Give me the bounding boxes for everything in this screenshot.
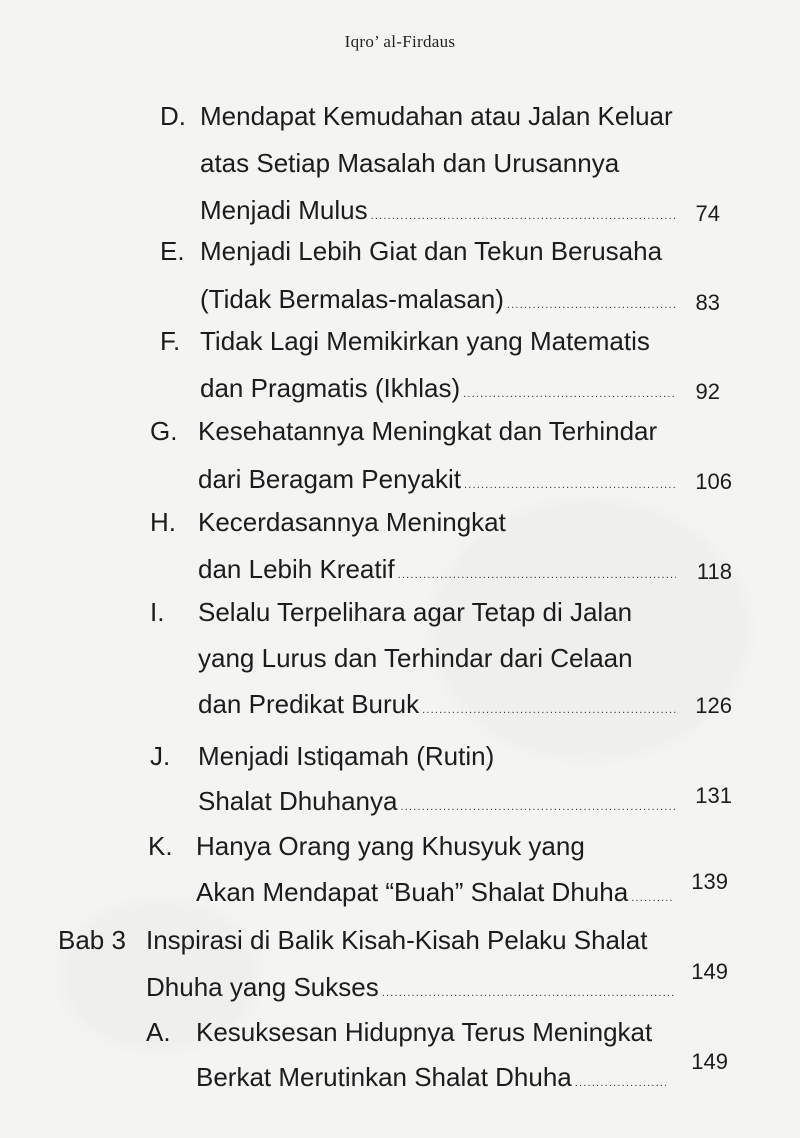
entry-letter: E. — [160, 236, 185, 266]
page-number: 131 — [695, 783, 732, 808]
entry-title-line: (Tidak Bermalas-malasan) — [200, 284, 504, 314]
dot-leader — [507, 285, 676, 325]
entry-title-line: Akan Mendapat “Buah” Shalat Dhuha — [196, 877, 629, 907]
page-number: 126 — [695, 693, 732, 718]
entry-title-line: yang Lurus dan Terhindar dari Celaan — [198, 643, 633, 673]
dot-leader — [371, 196, 676, 236]
dot-leader — [463, 374, 676, 414]
entry-letter: J. — [150, 741, 171, 771]
chapter-title-line: Dhuha yang Sukses — [146, 972, 379, 1002]
page-number: 118 — [696, 559, 732, 584]
page-number: 74 — [695, 201, 720, 226]
entry-letter: I. — [150, 597, 165, 627]
entry-title-line: Berkat Merutinkan Shalat Dhuha — [196, 1062, 572, 1092]
dot-leader — [422, 690, 676, 730]
entry-title-line: Menjadi Istiqamah (Rutin) — [198, 741, 495, 771]
dot-leader — [398, 555, 676, 595]
entry-title-line: Kecerdasannya Meningkat — [198, 507, 506, 537]
entry-title-line: Hanya Orang yang Khusyuk yang — [196, 831, 585, 861]
entry-title-line: dari Beragam Penyakit — [198, 464, 462, 494]
entry-letter: A. — [146, 1017, 171, 1047]
chapter-title-line: Inspirasi di Balik Kisah-Kisah Pelaku Shalat — [146, 925, 648, 955]
entry-letter: K. — [148, 831, 173, 861]
running-header: Iqro’ al-Firdaus — [344, 32, 456, 51]
entry-title-line: Kesuksesan Hidupnya Terus Meningkat — [196, 1017, 653, 1047]
entry-title-line: dan Lebih Kreatif — [198, 554, 395, 584]
entry-title-line: dan Pragmatis (Ikhlas) — [200, 373, 461, 403]
page-number: 149 — [691, 1049, 728, 1074]
entry-letter: D. — [160, 101, 186, 131]
entry-title-line: Tidak Lagi Memikirkan yang Matematis — [200, 326, 650, 356]
page-number: 83 — [695, 290, 720, 315]
entry-title-line: Shalat Dhuhanya — [198, 786, 398, 816]
entry-letter: H. — [150, 507, 176, 537]
page-number: 92 — [695, 379, 720, 404]
page-number: 106 — [695, 469, 732, 494]
dot-leader — [464, 465, 676, 505]
entry-title-line: dan Predikat Buruk — [198, 689, 420, 719]
dot-leader — [400, 787, 676, 827]
entry-title-line: Menjadi Lebih Giat dan Tekun Berusaha — [200, 236, 663, 266]
entry-letter: F. — [160, 326, 181, 356]
chapter-label: Bab 3 — [58, 925, 126, 955]
entry-title-line: Kesehatannya Meningkat dan Terhindar — [198, 416, 658, 446]
page-number: 149 — [691, 959, 728, 984]
page-number: 139 — [691, 869, 728, 894]
dot-leader — [631, 878, 672, 918]
entry-title-line: Menjadi Mulus — [200, 195, 368, 225]
entry-title-line: Selalu Terpelihara agar Tetap di Jalan — [198, 597, 633, 627]
dot-leader — [382, 973, 674, 1013]
dot-leader — [575, 1063, 666, 1103]
entry-letter: G. — [150, 416, 178, 446]
entry-title-line: atas Setiap Masalah dan Urusannya — [200, 148, 620, 178]
entry-title-line: Mendapat Kemudahan atau Jalan Keluar — [200, 101, 673, 131]
